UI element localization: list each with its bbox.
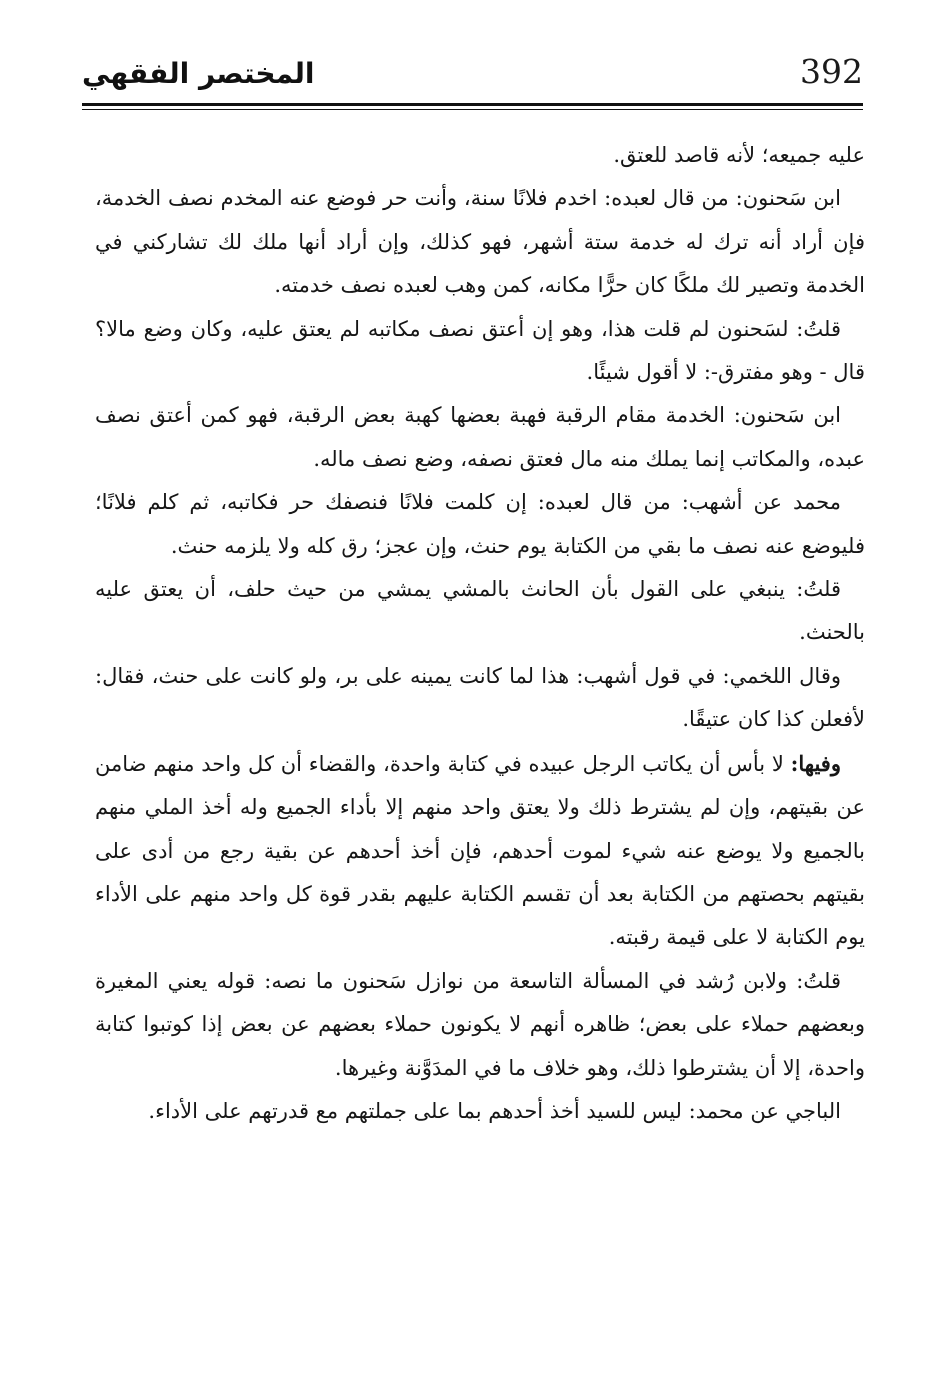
paragraph: ابن سَحنون: الخدمة مقام الرقبة فهبة بعضها كهبة بعض الرقبة، فهو كمن أعتق نصف عبده، والمكاتب إنما يملك منه مال فعتق نصفه، وضع نصف ماله. — [95, 403, 865, 471]
paragraph — [95, 742, 865, 960]
paragraph: عليه جميعه؛ لأنه قاصد للعتق. — [613, 143, 865, 167]
paragraph-text: لا بأس أن يكاتب الرجل عبيده في كتابة واحدة، والقضاء أن كل واحد منهم ضامن عن بقيتهم، وإن لم يشترط ذلك ولا يعتق واحد منهم إلا بأداء الجميع وله أخذ الملي منهم بالجميع ولا يوضع عنه شيء لموت أحدهم، فإن أخذ أحدهم عن بقية رجع من أدى على بقيتهم بحصتهم من الكتابة بعد أن تقسم الكتابة عليهم بقدر قوة كل واحد منهم على الأداء يوم الكتابة لا على قيمة رقبته. — [95, 751, 865, 950]
paragraph: قلتُ: ولابن رُشد في المسألة التاسعة من نوازل سَحنون ما نصه: قوله يعني المغيرة وبعضهم حملاء على بعض؛ ظاهره أنهم لا يكونون حملاء بعضهم عن بعض إذا كوتبوا كتابة واحدة، إلا أن يشترطوا ذلك، وهو خلاف ما في المدَوَّنة وغيرها. — [95, 968, 865, 1080]
page-number: 392 — [800, 52, 863, 91]
book-title: المختصر الفقهي — [82, 57, 315, 90]
paragraph: الباجي عن محمد: ليس للسيد أخذ أحدهم بما على جملتهم مع قدرتهم على الأداء. — [148, 1098, 841, 1123]
header-rule-thick — [82, 103, 863, 106]
page-header — [82, 52, 863, 100]
paragraph-lead: وفيها: — [790, 750, 841, 776]
header-rule-thin — [82, 109, 863, 110]
paragraph: محمد عن أشهب: من قال لعبده: إن كلمت فلانًا فنصفك حر فكاتبه، ثم كلم فلانًا؛ فليوضع عنه نصف ما بقي من الكتابة يوم حنث، وإن عجز؛ رق كله ولا يلزمه حنث. — [95, 490, 865, 558]
paragraph: قلتُ: لسَحنون لم قلت هذا، وهو إن أعتق نصف مكاتبه لم يعتق عليه، وكان وضع مالا؟ قال - وهو مفترق-: لا أقول شيئًا. — [95, 316, 865, 385]
paragraph: قلتُ: ينبغي على القول بأن الحانث بالمشي يمشي من حيث حلف، أن يعتق عليه بالحنث. — [95, 577, 865, 645]
paragraph: ابن سَحنون: من قال لعبده: اخدم فلانًا سنة، وأنت حر فوضع عنه المخدم نصف الخدمة، فإن أراد أنه ترك له خدمة ستة أشهر، فهو كذلك، وإن أراد أنها ملك لك تشاركني في الخدمة وتصير لك ملكًا كان حرًّا مكانه، كمن وهب لعبده نصف خدمته. — [95, 186, 865, 298]
page-body — [95, 134, 865, 1133]
paragraph: وقال اللخمي: في قول أشهب: هذا لما كانت يمينه على بر، ولو كانت على حنث، فقال: لأفعلن كذا كان عتيقًا. — [95, 663, 865, 732]
